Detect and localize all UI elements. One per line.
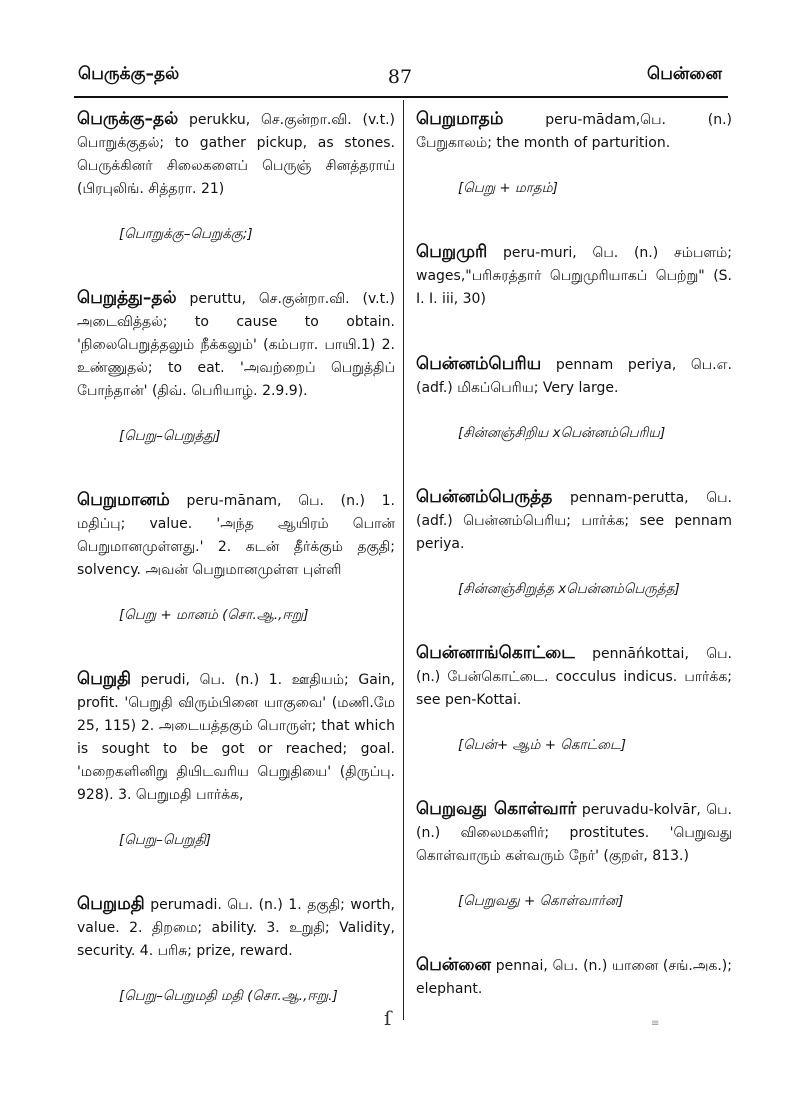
headword: பெறுவது கொள்வார் <box>416 799 577 819</box>
dictionary-entry <box>416 108 732 155</box>
headword: பெறுமுரி <box>416 242 488 262</box>
scan-mark: ſ <box>384 1006 392 1030</box>
headword: பெறுமதி <box>77 894 145 914</box>
dictionary-entry <box>77 893 395 963</box>
entry-body: peru-mānam, பெ. (n.) 1. மதிப்பு; value. 'அந்த ஆயிரம் பொன் பெறுமானமுள்ளது.' 2. கடன் தீர்க்கும் தகுதி; solvency. அவன் பெறுமானமுள்ள புள்ளி <box>77 493 395 578</box>
left-column <box>77 108 395 1007</box>
etymology: [பெறுவது + கொள்வார்ன] <box>458 893 624 909</box>
dictionary-entry <box>416 642 732 712</box>
entry-body: pennam-perutta, பெ. (adf.) பென்னம்பெரிய; பார்க்க; see pennam periya. <box>416 490 732 552</box>
etymology: [பெறு–பெறுத்து] <box>119 428 221 444</box>
entry-body: perukku, செ.குன்றா.வி. (v.t.) பொறுக்குதல்; to gather pickup, as stones. பெருக்கினர் சிலைகளைப் பெருஞ் சினத்தராய் (பிரபுலிங். சித்தரா. 21) <box>77 112 395 197</box>
headword: பென்னம்பெருத்த <box>416 487 553 507</box>
entry-body: pennam periya, பெ.எ. (adf.) மிகப்பெரிய; Very large. <box>416 357 733 396</box>
scan-speck: ≡ <box>651 1018 660 1029</box>
etymology: [சின்னஞ்சிறுத்த xபென்னம்பெருத்த] <box>458 581 680 597</box>
dictionary-entry <box>416 954 732 1001</box>
entry-body: perumadi. பெ. (n.) 1. தகுதி; worth, value. 2. திறமை; ability. 3. உறுதி; Validity, security. 4. பரிசு; prize, reward. <box>77 897 395 959</box>
headword: பென்னை <box>416 955 491 975</box>
column-divider <box>403 100 404 1020</box>
dictionary-entry <box>416 241 732 311</box>
right-column <box>416 108 732 1001</box>
entry-body: pennai, பெ. (n.) யானை (சங்.அக.); elephant. <box>416 958 732 997</box>
etymology: [பெறு + மாதம்] <box>458 180 558 196</box>
entry-body: peru-muri, பெ. (n.) சம்பளம்; wages,"பரிசுரத்தார் பெறுமுரியாகப் பெற்று" (S. I. I. iii, 30) <box>416 245 732 307</box>
etymology: [பெறு–பெறுமதி மதி (சொ.ஆ.,ஈறு.] <box>119 988 338 1004</box>
header-rule <box>74 96 728 98</box>
headword: பெறுத்து–தல் <box>77 288 177 308</box>
dictionary-entry <box>416 353 732 400</box>
dictionary-entry <box>77 489 395 582</box>
etymology: [சின்னஞ்சிறிய xபென்னம்பெரிய] <box>458 425 666 441</box>
dictionary-entry <box>77 287 395 403</box>
running-head-left: பெருக்கு–தல் <box>78 64 180 84</box>
entry-body: perudi, பெ. (n.) 1. ஊதியம்; Gain, profit. 'பெறுதி விரும்பினை யாகுவை' (மணி.மே 25, 115) 2. அடையத்தகும் பொருள்; that which is sought to be got or reached; goal. 'மறைகளினிறு தியிடவரிய பெறுதியை' (திருப்பு. 928). 3. பெறுமதி பார்க்க, <box>77 672 395 803</box>
dictionary-entry <box>77 668 395 807</box>
headword: பெறுமாதம் <box>416 109 504 129</box>
dictionary-entry <box>77 108 395 201</box>
dictionary-entry <box>416 486 732 556</box>
headword: பெறுதி <box>77 669 132 689</box>
headword: பெருக்கு–தல் <box>77 109 179 129</box>
page-number: 87 <box>387 66 413 88</box>
entry-body: peruvadu-kolvār, பெ. (n.) விலைமகளிர்; prostitutes. 'பெறுவது கொள்வாரும் கள்வரும் நேர்' (குறள், 813.) <box>416 802 732 864</box>
running-head-right: பென்னை <box>647 64 722 84</box>
etymology: [பொறுக்கு–பெறுக்கு;] <box>119 226 253 242</box>
entry-body: peruttu, செ.குன்றா.வி. (v.t.) அடைவித்தல்; to cause to obtain. 'நிலைபெறுத்தலும் நீக்கலும்' (கம்பரா. பாயி.1) 2. உண்ணுதல்; to eat. 'அவற்றைப் பெறுத்திப் போந்தான்' (திவ். பெரியாழ். 2.9.9). <box>77 291 395 399</box>
etymology: [பெறு–பெறுதி] <box>119 832 212 848</box>
dictionary-entry <box>416 798 732 868</box>
entry-body: pennāńkottai, பெ. (n.) பேன்கொட்டை. cocculus indicus. பார்க்க; see pen-Kottai. <box>416 646 733 708</box>
etymology: [பென்+ ஆம் + கொட்டை] <box>458 737 627 753</box>
headword: பெறுமானம் <box>77 490 170 510</box>
headword: பென்னம்பெரிய <box>416 354 542 374</box>
headword: பென்னாங்கொட்டை <box>416 643 575 663</box>
entry-body: peru-mādam,பெ. (n.) பேறுகாலம்; the month of parturition. <box>416 112 732 151</box>
etymology: [பெறு + மானம் (சொ.ஆ.,ஈறு] <box>119 607 309 623</box>
